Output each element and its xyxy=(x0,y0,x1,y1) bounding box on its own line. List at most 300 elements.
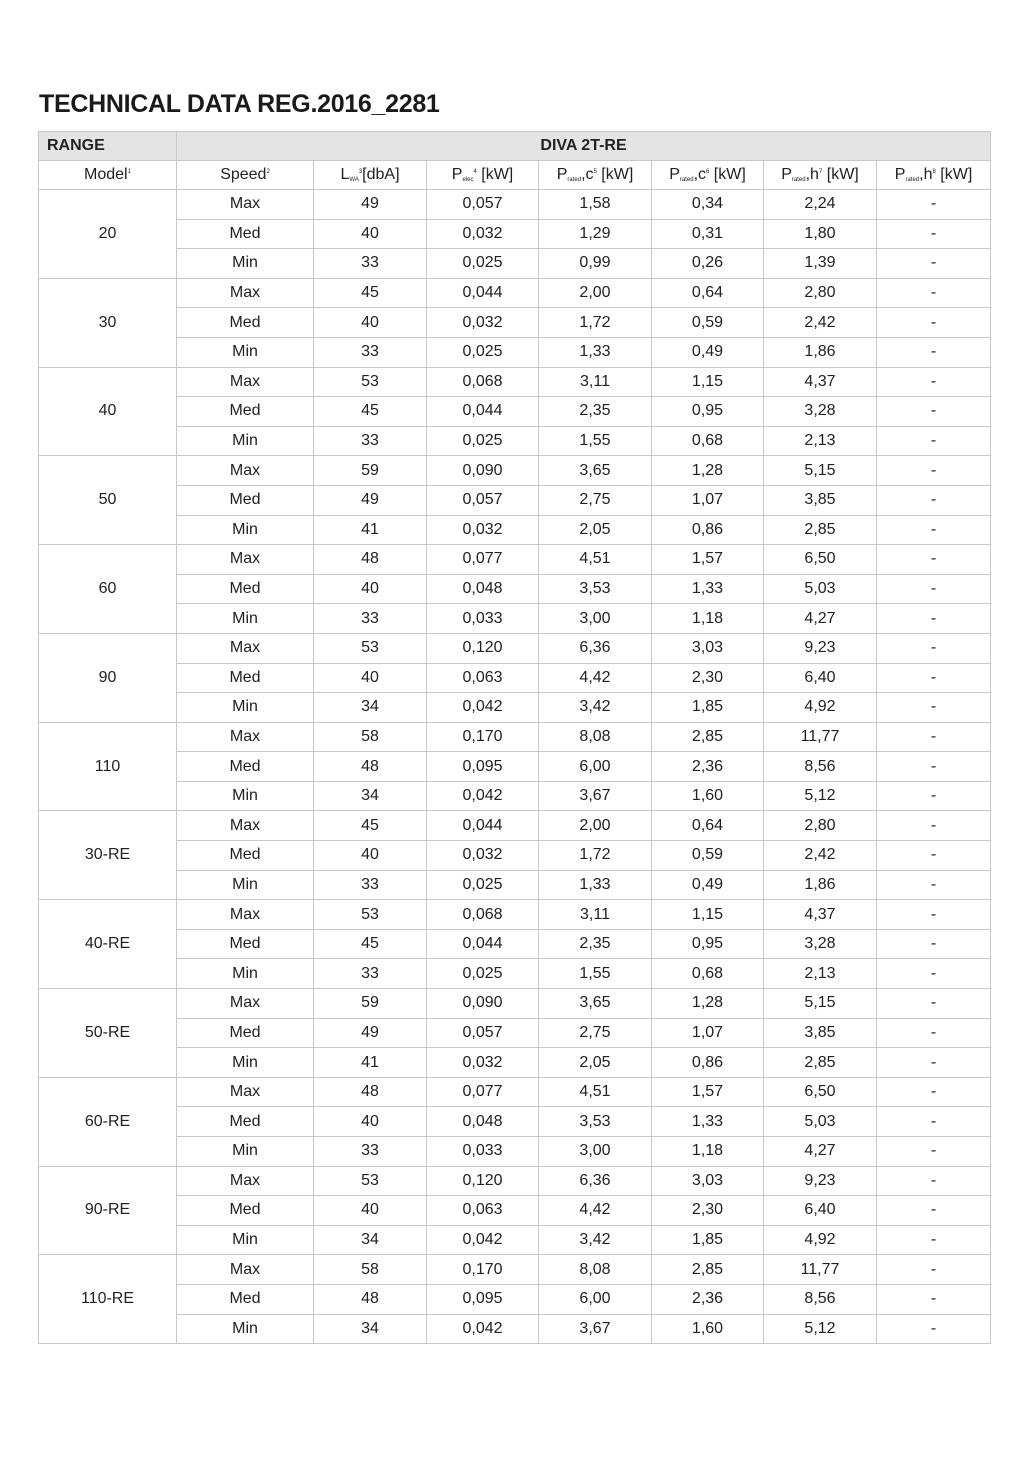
value-cell: 1,85 xyxy=(652,693,764,723)
model-cell: 60 xyxy=(39,545,177,634)
table-row xyxy=(39,1196,991,1226)
speed-cell: Max xyxy=(177,1077,314,1107)
value-cell: - xyxy=(877,1225,991,1255)
speed-cell: Med xyxy=(177,663,314,693)
column-header-sup: 7 xyxy=(818,169,823,175)
value-cell: 48 xyxy=(314,752,427,782)
value-cell: 2,05 xyxy=(539,515,652,545)
table-row xyxy=(39,1284,991,1314)
value-cell: 8,56 xyxy=(764,752,877,782)
table-row xyxy=(39,249,991,279)
value-cell: 3,65 xyxy=(539,989,652,1019)
value-cell: 33 xyxy=(314,249,427,279)
value-cell: 3,67 xyxy=(539,781,652,811)
value-cell: 0,68 xyxy=(652,426,764,456)
value-cell: 1,57 xyxy=(652,545,764,575)
speed-cell: Med xyxy=(177,219,314,249)
value-cell: 2,05 xyxy=(539,1048,652,1078)
value-cell: - xyxy=(877,693,991,723)
value-cell: 0,025 xyxy=(427,870,539,900)
value-cell: - xyxy=(877,1196,991,1226)
value-cell: 0,044 xyxy=(427,397,539,427)
model-cell: 50-RE xyxy=(39,989,177,1078)
table-row xyxy=(39,989,991,1019)
column-header-row xyxy=(39,161,991,190)
table-row xyxy=(39,1107,991,1137)
speed-cell: Max xyxy=(177,1255,314,1285)
table-row xyxy=(39,722,991,752)
value-cell: 3,00 xyxy=(539,1137,652,1167)
value-cell: 1,85 xyxy=(652,1225,764,1255)
value-cell: 3,42 xyxy=(539,1225,652,1255)
column-header xyxy=(652,161,764,190)
column-header-sup: 6 xyxy=(706,169,710,175)
model-cell: 40 xyxy=(39,367,177,456)
value-cell: 5,12 xyxy=(764,781,877,811)
value-cell: 48 xyxy=(314,1284,427,1314)
model-cell: 30-RE xyxy=(39,811,177,900)
value-cell: - xyxy=(877,781,991,811)
column-header xyxy=(314,161,427,190)
value-cell: 2,85 xyxy=(764,1048,877,1078)
value-cell: 34 xyxy=(314,1225,427,1255)
value-cell: 2,42 xyxy=(764,841,877,871)
value-cell: 0,025 xyxy=(427,959,539,989)
value-cell: 0,31 xyxy=(652,219,764,249)
value-cell: 0,044 xyxy=(427,278,539,308)
value-cell: 0,86 xyxy=(652,1048,764,1078)
column-header-sub: elec xyxy=(462,177,474,183)
speed-cell: Max xyxy=(177,278,314,308)
table-row xyxy=(39,781,991,811)
table-row xyxy=(39,929,991,959)
value-cell: 9,23 xyxy=(764,1166,877,1196)
value-cell: 0,042 xyxy=(427,693,539,723)
value-cell: 40 xyxy=(314,308,427,338)
speed-cell: Min xyxy=(177,337,314,367)
value-cell: - xyxy=(877,456,991,486)
value-cell: 5,15 xyxy=(764,456,877,486)
value-cell: 0,042 xyxy=(427,1314,539,1344)
speed-cell: Min xyxy=(177,1137,314,1167)
value-cell: 53 xyxy=(314,367,427,397)
value-cell: 45 xyxy=(314,811,427,841)
table-row xyxy=(39,1137,991,1167)
range-row xyxy=(39,132,991,161)
speed-cell: Min xyxy=(177,693,314,723)
value-cell: 3,67 xyxy=(539,1314,652,1344)
value-cell: 0,033 xyxy=(427,1137,539,1167)
model-cell: 110-RE xyxy=(39,1255,177,1344)
value-cell: 3,85 xyxy=(764,485,877,515)
speed-cell: Med xyxy=(177,1018,314,1048)
value-cell: 0,170 xyxy=(427,1255,539,1285)
value-cell: 0,032 xyxy=(427,219,539,249)
value-cell: - xyxy=(877,752,991,782)
value-cell: - xyxy=(877,1284,991,1314)
column-header-main: Speed xyxy=(220,166,267,183)
value-cell: 1,33 xyxy=(652,1107,764,1137)
column-header-sup: 8 xyxy=(932,169,936,175)
value-cell: - xyxy=(877,278,991,308)
value-cell: 2,36 xyxy=(652,1284,764,1314)
value-cell: 0,048 xyxy=(427,1107,539,1137)
speed-cell: Med xyxy=(177,929,314,959)
value-cell: 0,025 xyxy=(427,249,539,279)
speed-cell: Med xyxy=(177,752,314,782)
value-cell: 58 xyxy=(314,722,427,752)
value-cell: - xyxy=(877,1018,991,1048)
model-cell: 40-RE xyxy=(39,900,177,989)
speed-cell: Med xyxy=(177,1107,314,1137)
column-header-main: L xyxy=(340,166,350,183)
column-header-sub: WA xyxy=(349,177,359,183)
value-cell: - xyxy=(877,485,991,515)
value-cell: 3,03 xyxy=(652,633,764,663)
value-cell: 6,00 xyxy=(539,1284,652,1314)
table-row xyxy=(39,219,991,249)
table-row xyxy=(39,426,991,456)
value-cell: 4,92 xyxy=(764,1225,877,1255)
table-row xyxy=(39,485,991,515)
value-cell: 48 xyxy=(314,1077,427,1107)
value-cell: 8,08 xyxy=(539,722,652,752)
value-cell: 1,72 xyxy=(539,841,652,871)
column-header-mid: ,h xyxy=(919,166,933,183)
value-cell: 4,27 xyxy=(764,604,877,634)
speed-cell: Max xyxy=(177,190,314,220)
value-cell: 34 xyxy=(314,1314,427,1344)
model-cell: 90 xyxy=(39,633,177,722)
value-cell: 0,99 xyxy=(539,249,652,279)
table-row xyxy=(39,900,991,930)
column-header-sub: rated xyxy=(567,177,582,183)
value-cell: - xyxy=(877,574,991,604)
value-cell: 1,55 xyxy=(539,959,652,989)
column-header-sup: 2 xyxy=(266,169,270,175)
value-cell: 3,11 xyxy=(539,900,652,930)
speed-cell: Max xyxy=(177,367,314,397)
value-cell: 4,51 xyxy=(539,545,652,575)
value-cell: - xyxy=(877,663,991,693)
model-cell: 60-RE xyxy=(39,1077,177,1166)
value-cell: 45 xyxy=(314,278,427,308)
value-cell: 48 xyxy=(314,545,427,575)
value-cell: 0,032 xyxy=(427,308,539,338)
value-cell: - xyxy=(877,515,991,545)
value-cell: 4,51 xyxy=(539,1077,652,1107)
value-cell: - xyxy=(877,870,991,900)
table-row xyxy=(39,337,991,367)
speed-cell: Med xyxy=(177,1284,314,1314)
value-cell: 40 xyxy=(314,1196,427,1226)
value-cell: - xyxy=(877,604,991,634)
value-cell: 53 xyxy=(314,1166,427,1196)
table-row xyxy=(39,663,991,693)
speed-cell: Min xyxy=(177,604,314,634)
column-header-main: P xyxy=(451,166,463,183)
value-cell: 5,15 xyxy=(764,989,877,1019)
column-header-unit: [kW] xyxy=(476,166,514,183)
value-cell: - xyxy=(877,249,991,279)
column-header-sup: 4 xyxy=(473,169,477,175)
value-cell: 0,34 xyxy=(652,190,764,220)
value-cell: 3,11 xyxy=(539,367,652,397)
value-cell: 1,07 xyxy=(652,485,764,515)
column-header-sup: 1 xyxy=(127,169,131,175)
table-row xyxy=(39,604,991,634)
value-cell: - xyxy=(877,811,991,841)
value-cell: - xyxy=(877,426,991,456)
value-cell: - xyxy=(877,929,991,959)
value-cell: 0,042 xyxy=(427,1225,539,1255)
value-cell: 4,42 xyxy=(539,663,652,693)
value-cell: 0,032 xyxy=(427,1048,539,1078)
value-cell: 2,85 xyxy=(764,515,877,545)
value-cell: 0,044 xyxy=(427,811,539,841)
value-cell: 3,42 xyxy=(539,693,652,723)
value-cell: - xyxy=(877,900,991,930)
speed-cell: Min xyxy=(177,870,314,900)
value-cell: 2,35 xyxy=(539,929,652,959)
value-cell: - xyxy=(877,1314,991,1344)
value-cell: 1,29 xyxy=(539,219,652,249)
table-row xyxy=(39,1048,991,1078)
value-cell: 2,13 xyxy=(764,959,877,989)
value-cell: 1,33 xyxy=(652,574,764,604)
value-cell: 2,80 xyxy=(764,278,877,308)
value-cell: - xyxy=(877,989,991,1019)
value-cell: 1,60 xyxy=(652,1314,764,1344)
speed-cell: Min xyxy=(177,1225,314,1255)
value-cell: 53 xyxy=(314,900,427,930)
value-cell: - xyxy=(877,1107,991,1137)
value-cell: 0,090 xyxy=(427,456,539,486)
value-cell: 0,170 xyxy=(427,722,539,752)
value-cell: 0,86 xyxy=(652,515,764,545)
value-cell: 1,86 xyxy=(764,870,877,900)
value-cell: 4,27 xyxy=(764,1137,877,1167)
value-cell: 0,090 xyxy=(427,989,539,1019)
column-header-sub: rated xyxy=(791,177,806,183)
value-cell: 0,032 xyxy=(427,515,539,545)
table-row xyxy=(39,367,991,397)
value-cell: 0,49 xyxy=(652,337,764,367)
value-cell: 41 xyxy=(314,515,427,545)
column-header-main: P xyxy=(781,166,792,183)
speed-cell: Max xyxy=(177,722,314,752)
speed-cell: Min xyxy=(177,426,314,456)
table-row xyxy=(39,693,991,723)
value-cell: - xyxy=(877,308,991,338)
value-cell: 1,18 xyxy=(652,1137,764,1167)
value-cell: 0,063 xyxy=(427,1196,539,1226)
speed-cell: Med xyxy=(177,574,314,604)
value-cell: 2,75 xyxy=(539,1018,652,1048)
table-row xyxy=(39,515,991,545)
value-cell: 0,042 xyxy=(427,781,539,811)
column-header-unit: [dbA] xyxy=(362,166,400,183)
table-row xyxy=(39,1225,991,1255)
table-row xyxy=(39,1166,991,1196)
value-cell: 0,64 xyxy=(652,811,764,841)
value-cell: 2,00 xyxy=(539,811,652,841)
value-cell: 0,025 xyxy=(427,426,539,456)
value-cell: 53 xyxy=(314,633,427,663)
column-header-sup: 5 xyxy=(593,169,597,175)
value-cell: 0,64 xyxy=(652,278,764,308)
value-cell: 0,044 xyxy=(427,929,539,959)
value-cell: 33 xyxy=(314,337,427,367)
value-cell: 4,92 xyxy=(764,693,877,723)
value-cell: 2,30 xyxy=(652,663,764,693)
value-cell: 0,095 xyxy=(427,752,539,782)
speed-cell: Max xyxy=(177,1166,314,1196)
value-cell: 1,57 xyxy=(652,1077,764,1107)
value-cell: 8,08 xyxy=(539,1255,652,1285)
table-row xyxy=(39,1255,991,1285)
value-cell: 3,00 xyxy=(539,604,652,634)
value-cell: 3,65 xyxy=(539,456,652,486)
value-cell: 34 xyxy=(314,693,427,723)
speed-cell: Max xyxy=(177,811,314,841)
value-cell: 6,00 xyxy=(539,752,652,782)
value-cell: 0,120 xyxy=(427,1166,539,1196)
value-cell: 6,36 xyxy=(539,633,652,663)
value-cell: 40 xyxy=(314,841,427,871)
value-cell: 1,58 xyxy=(539,190,652,220)
table-row xyxy=(39,190,991,220)
table-row xyxy=(39,811,991,841)
table-row xyxy=(39,959,991,989)
speed-cell: Max xyxy=(177,545,314,575)
value-cell: 1,33 xyxy=(539,337,652,367)
value-cell: 0,59 xyxy=(652,308,764,338)
value-cell: 33 xyxy=(314,604,427,634)
column-header-unit: [kW] xyxy=(709,166,746,183)
value-cell: 1,60 xyxy=(652,781,764,811)
value-cell: 2,42 xyxy=(764,308,877,338)
range-value: DIVA 2T-RE xyxy=(177,132,991,161)
value-cell: 0,59 xyxy=(652,841,764,871)
table-row xyxy=(39,397,991,427)
range-label: RANGE xyxy=(39,132,177,161)
value-cell: - xyxy=(877,219,991,249)
value-cell: 5,03 xyxy=(764,574,877,604)
value-cell: 2,85 xyxy=(652,722,764,752)
value-cell: 2,00 xyxy=(539,278,652,308)
value-cell: 11,77 xyxy=(764,1255,877,1285)
page-title: TECHNICAL DATA REG.2016_2281 xyxy=(39,90,440,118)
table-row xyxy=(39,752,991,782)
table-row xyxy=(39,633,991,663)
speed-cell: Min xyxy=(177,249,314,279)
value-cell: 1,72 xyxy=(539,308,652,338)
value-cell: 40 xyxy=(314,574,427,604)
value-cell: 1,28 xyxy=(652,989,764,1019)
value-cell: 1,07 xyxy=(652,1018,764,1048)
column-header-sub: rated xyxy=(905,177,920,183)
column-header-unit: [kW] xyxy=(596,166,634,183)
value-cell: 0,49 xyxy=(652,870,764,900)
value-cell: 11,77 xyxy=(764,722,877,752)
value-cell: 3,53 xyxy=(539,574,652,604)
value-cell: - xyxy=(877,722,991,752)
value-cell: 3,85 xyxy=(764,1018,877,1048)
value-cell: 34 xyxy=(314,781,427,811)
table-row xyxy=(39,574,991,604)
column-header-unit: [kW] xyxy=(822,166,859,183)
value-cell: 2,36 xyxy=(652,752,764,782)
model-cell: 90-RE xyxy=(39,1166,177,1255)
speed-cell: Max xyxy=(177,989,314,1019)
value-cell: 1,33 xyxy=(539,870,652,900)
value-cell: 1,28 xyxy=(652,456,764,486)
value-cell: - xyxy=(877,367,991,397)
value-cell: 4,37 xyxy=(764,367,877,397)
value-cell: 6,40 xyxy=(764,663,877,693)
value-cell: 0,95 xyxy=(652,929,764,959)
table-row xyxy=(39,1314,991,1344)
value-cell: 4,42 xyxy=(539,1196,652,1226)
table-row xyxy=(39,1018,991,1048)
value-cell: 45 xyxy=(314,929,427,959)
value-cell: 1,15 xyxy=(652,900,764,930)
value-cell: 6,36 xyxy=(539,1166,652,1196)
value-cell: 0,095 xyxy=(427,1284,539,1314)
speed-cell: Med xyxy=(177,485,314,515)
value-cell: 1,55 xyxy=(539,426,652,456)
column-header xyxy=(177,161,314,190)
value-cell: 5,03 xyxy=(764,1107,877,1137)
column-header-sup: 3 xyxy=(358,169,363,175)
value-cell: 45 xyxy=(314,397,427,427)
value-cell: 0,077 xyxy=(427,1077,539,1107)
value-cell: 0,063 xyxy=(427,663,539,693)
value-cell: 58 xyxy=(314,1255,427,1285)
column-header xyxy=(877,161,991,190)
column-header-sub: rated xyxy=(679,177,694,183)
column-header xyxy=(764,161,877,190)
value-cell: 3,28 xyxy=(764,397,877,427)
value-cell: 1,80 xyxy=(764,219,877,249)
speed-cell: Med xyxy=(177,841,314,871)
speed-cell: Min xyxy=(177,781,314,811)
table-row xyxy=(39,456,991,486)
value-cell: 40 xyxy=(314,1107,427,1137)
value-cell: - xyxy=(877,1048,991,1078)
value-cell: 8,56 xyxy=(764,1284,877,1314)
value-cell: 9,23 xyxy=(764,633,877,663)
value-cell: 1,39 xyxy=(764,249,877,279)
model-cell: 50 xyxy=(39,456,177,545)
value-cell: 0,057 xyxy=(427,485,539,515)
value-cell: - xyxy=(877,190,991,220)
technical-data-table xyxy=(38,131,991,1344)
value-cell: - xyxy=(877,633,991,663)
value-cell: 2,75 xyxy=(539,485,652,515)
value-cell: 3,53 xyxy=(539,1107,652,1137)
value-cell: 6,50 xyxy=(764,1077,877,1107)
speed-cell: Min xyxy=(177,515,314,545)
table-row xyxy=(39,841,991,871)
table-row xyxy=(39,1077,991,1107)
value-cell: 2,13 xyxy=(764,426,877,456)
column-header xyxy=(539,161,652,190)
table-row xyxy=(39,308,991,338)
value-cell: 2,80 xyxy=(764,811,877,841)
value-cell: 0,077 xyxy=(427,545,539,575)
